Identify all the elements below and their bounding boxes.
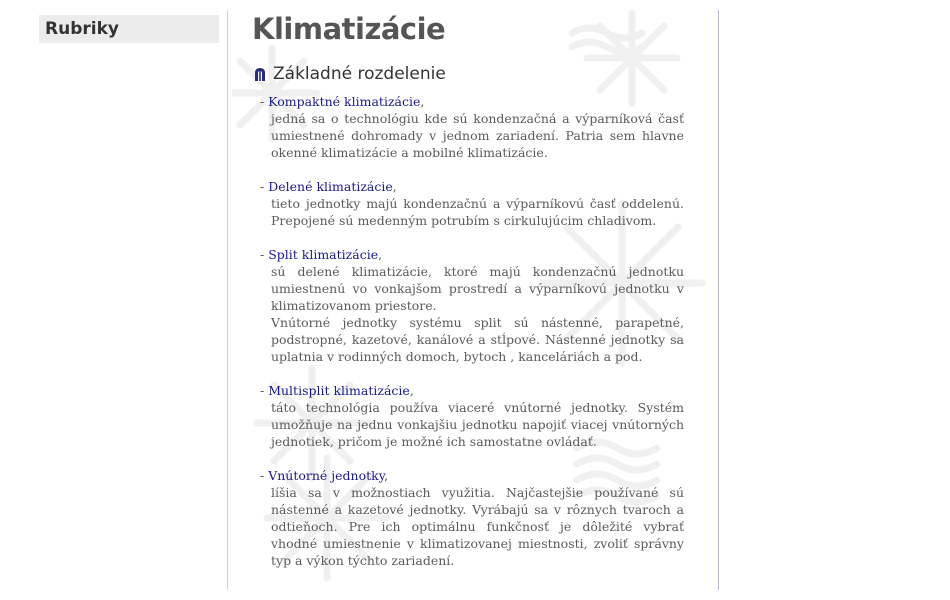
page-title: Klimatizácie — [252, 12, 446, 46]
link-split-klimatizacie[interactable]: Split klimatizácie — [268, 247, 379, 262]
link-vnutorne-jednotky[interactable]: Vnútorné jednotky — [268, 468, 385, 483]
link-multisplit-klimatizacie[interactable]: Multisplit klimatizácie — [268, 383, 410, 398]
list-item: - Delené klimatizácie, tieto jednotky majú kondenzačnú a výparníkovú časť oddelenú. Prepojené sú medenným potrubím s cirkulujúcim chladivom. — [260, 179, 684, 228]
item-description-extra: Vnútorné jednotky systému split sú nástenné, parapetné, podstropné, kazetové, kanálové a stĺpové. Nástenné jednotky sa uplatnia v rodinných domoch, bytoch , kanceláriách a pod. — [271, 315, 684, 364]
section-title: Základné rozdelenie — [273, 64, 446, 84]
item-description: líšia sa v možnostiach využitia. Najčastejšie používané sú nástenné a kazetové jednotky. Vyrábajú sa v rôznych tvaroch a odtieňoch. Pre ich optimálnu funkčnosť je dôležité vybrať vhodné umiestnenie v klimatizovanej miestnosti, zvoliť správny typ a výkon týchto zariadení. — [271, 485, 684, 568]
item-description: sú delené klimatizácie, ktoré majú kondenzačnú jednotku umiestnenú vo vonkajšom prostredí a výparníkovú jednotku v klimatizovanom priestore. — [271, 264, 684, 313]
section-header — [252, 64, 712, 84]
list-item: - Kompaktné klimatizácie, jedná sa o technológiu kde sú kondenzačná a výparníková časť umiestnené dohromady v jednom zariadení. Patria sem hlavne okenné klimatizácie a mobilné klimatizácie. — [260, 94, 684, 160]
section-bullet-icon — [252, 66, 268, 82]
items-list — [260, 93, 712, 569]
item-description: táto technológia používa viaceré vnútorné jednotky. Systém umožňuje na jednu vonkajšiu jednotku napojiť viacej vnútorných jednotiek, pričom je možné ich samostatne ovládať. — [271, 400, 684, 449]
right-divider — [718, 10, 719, 590]
item-description: jedná sa o technológiu kde sú kondenzačná a výparníková časť umiestnené dohromady v jednom zariadení. Patria sem hlavne okenné klimatizácie a mobilné klimatizácie. — [271, 111, 684, 160]
list-item: - Split klimatizácie, sú delené klimatizácie, ktoré majú kondenzačnú jednotku umiestnenú vo vonkajšom prostredí a výparníkovú jednotku v klimatizovanom priestore. Vnútorné jednotky systému split sú nástenné, parapetné, podstropné, kazetové, kanálové a stĺpové. Nástenné jednotky sa uplatnia v rodinných domoch, bytoch , kanceláriách a pod. — [260, 247, 684, 364]
link-kompaktne-klimatizacie[interactable]: Kompaktné klimatizácie — [268, 94, 421, 109]
list-item: - Vnútorné jednotky, líšia sa v možnostiach využitia. Najčastejšie používané sú nástenné a kazetové jednotky. Vyrábajú sa v rôznych tvaroch a odtieňoch. Pre ich optimálnu funkčnosť je dôležité vybrať vhodné umiestnenie v klimatizovanej miestnosti, zvoliť správny typ a výkon týchto zariadení. — [260, 468, 684, 568]
sidebar-title: Rubriky — [45, 19, 119, 39]
sidebar-rubriky-box — [39, 15, 219, 43]
item-description: tieto jednotky majú kondenzačnú a výparníkovú časť oddelenú. Prepojené sú medenným potrubím s cirkulujúcim chladivom. — [271, 196, 684, 228]
list-item: - Multisplit klimatizácie, táto technológia používa viaceré vnútorné jednotky. Systém umožňuje na jednu vonkajšiu jednotku napojiť viacej vnútorných jednotiek, pričom je možné ich samostatne ovládať. — [260, 383, 684, 449]
main-content — [252, 10, 712, 586]
left-divider — [227, 10, 228, 590]
link-delene-klimatizacie[interactable]: Delené klimatizácie — [268, 179, 393, 194]
